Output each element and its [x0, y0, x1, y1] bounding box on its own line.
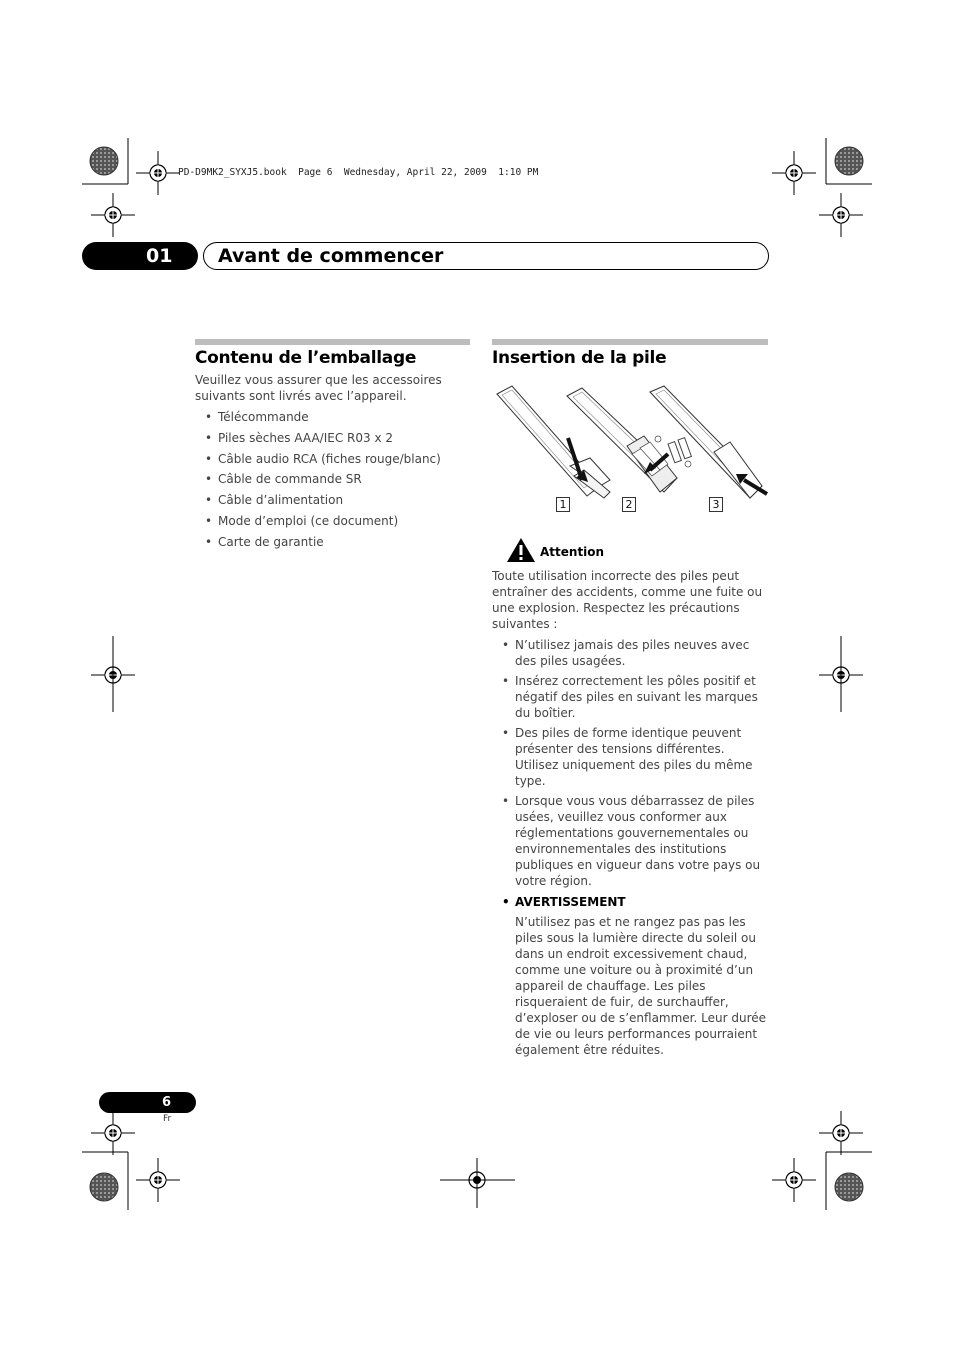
step-label: 2 — [622, 497, 636, 512]
caution-label: Attention — [540, 545, 605, 559]
package-list — [195, 409, 467, 550]
section-rule — [195, 339, 470, 345]
step-label: 1 — [556, 497, 570, 512]
battery-insertion-illustration — [492, 382, 770, 514]
list-item: • Câble de commande SR — [195, 471, 467, 487]
section-rule — [492, 339, 768, 345]
print-job-info: PD-D9MK2_SYXJ5.book Page 6 Wednesday, April 22, 2009 1:10 PM — [178, 167, 539, 178]
warning-text: N’utilisez pas et ne rangez pas pas les piles sous la lumière directe du soleil ou dans un endroit excessivement chaud, comme une voiture ou à proximité d’un appareil de chauffage. Les piles risqueraient de fuir, de surchauffer, d’exploser ou de s’enflammer. Leur durée de vie ou leurs performances pourraient également être réduites. — [515, 915, 767, 1057]
step-label: 3 — [709, 497, 723, 512]
warning-title: AVERTISSEMENT — [515, 895, 626, 909]
package-intro: Veuillez vous assurer que les accessoires suivants sont livrés avec l’appareil. — [195, 373, 442, 403]
chapter-number: 01 — [146, 245, 173, 267]
chapter-title: Avant de commencer — [218, 245, 444, 267]
list-item: • Câble d’alimentation — [195, 492, 467, 508]
package-section — [195, 372, 467, 555]
caution-section — [492, 568, 768, 1058]
list-item: • Mode d’emploi (ce document) — [195, 513, 467, 529]
page-tab — [99, 1092, 196, 1113]
battery-section-title: Insertion de la pile — [492, 348, 667, 368]
list-item: • Lorsque vous vous débarrassez de piles usées, veuillez vous conformer aux réglementations gouvernementales ou environnementales des institutions publiques en vigueur dans votre pays ou votre région. — [492, 793, 768, 889]
list-item: • Carte de garantie — [195, 534, 467, 550]
list-item: • Télécommande — [195, 409, 467, 425]
list-item: • N’utilisez jamais des piles neuves avec des piles usagées. — [492, 637, 768, 669]
page-language: Fr — [163, 1114, 172, 1124]
bullet: • — [502, 895, 510, 909]
caution-intro: Toute utilisation incorrecte des piles peut entraîner des accidents, comme une fuite ou une explosion. Respectez les précautions suivantes : — [492, 569, 763, 631]
list-item: • Des piles de forme identique peuvent présenter des tensions différentes. Utilisez uniquement des piles du même type. — [492, 725, 768, 789]
warning-block — [492, 894, 768, 1058]
list-item: • Insérez correctement les pôles positif et négatif des piles en suivant les marques du boîtier. — [492, 673, 768, 721]
warning-triangle-icon — [506, 537, 536, 563]
precautions-list — [492, 637, 768, 889]
list-item: • Câble audio RCA (fiches rouge/blanc) — [195, 451, 467, 467]
page-number: 6 — [162, 1095, 172, 1110]
list-item: • Piles sèches AAA/IEC R03 x 2 — [195, 430, 467, 446]
package-section-title: Contenu de l’emballage — [195, 348, 417, 368]
